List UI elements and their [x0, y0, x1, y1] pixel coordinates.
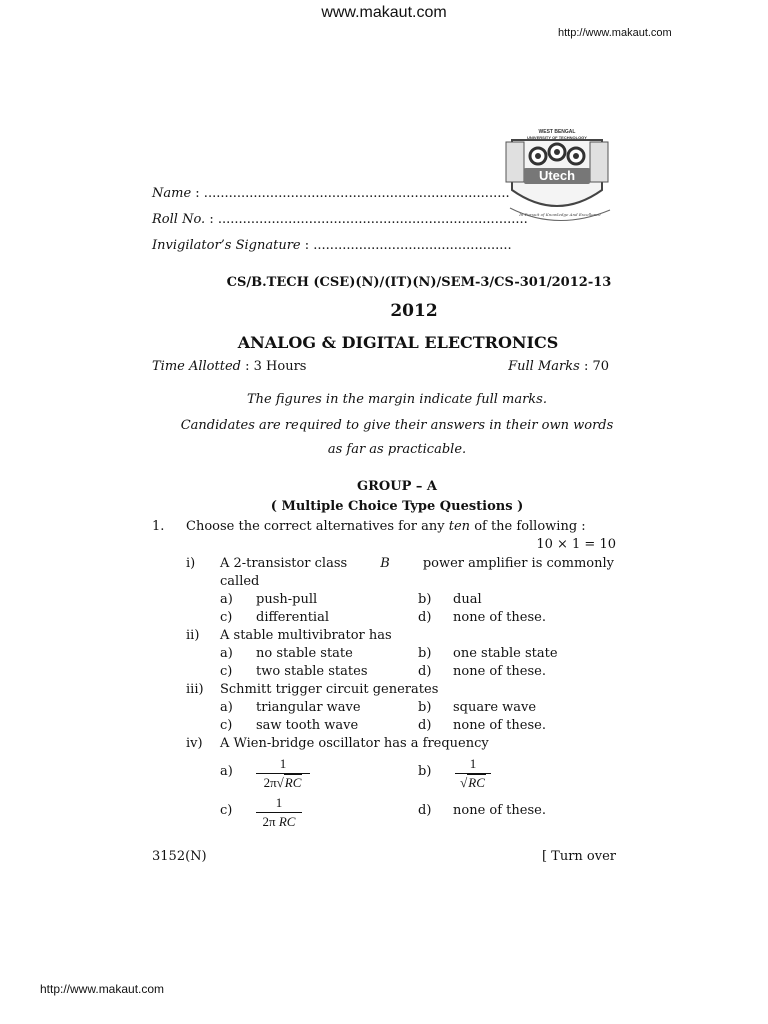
q4-option-b-letter: b)	[418, 764, 432, 779]
question-text-after: of the following :	[474, 519, 586, 534]
q1-option-b-letter: b)	[418, 592, 432, 607]
instruction-3: as far as practicable.	[327, 442, 467, 457]
question-number: 1.	[152, 519, 165, 534]
signature-label: Invigilator’s Signature	[152, 238, 301, 253]
exam-subject: ANALOG & DIGITAL ELECTRONICS	[237, 333, 559, 352]
q4-option-c-den-prefix: 2π	[262, 814, 276, 829]
q2-text: A stable multivibrator has	[220, 628, 392, 643]
header-url-link[interactable]: http://www.makaut.com	[558, 27, 672, 39]
q2-number: ii)	[186, 628, 200, 643]
signature-dots: : ................................................	[304, 238, 512, 253]
q1-option-a: push-pull	[256, 592, 318, 607]
q4-option-c-denominator	[256, 814, 302, 830]
logo-top-text-1: WEST BENGAL	[538, 129, 576, 135]
q3-text: Schmitt trigger circuit generates	[220, 682, 439, 697]
q2-option-d: none of these.	[453, 664, 546, 679]
q4-option-a-radicand: RC	[284, 775, 302, 790]
name-dots: : ..........................................................................	[195, 186, 510, 201]
q1-option-a-letter: a)	[220, 592, 233, 607]
group-title: GROUP – A	[357, 479, 437, 494]
question-instruction	[186, 519, 586, 534]
marks-label: Full Marks	[508, 359, 580, 374]
sqrt-icon: √	[276, 775, 284, 790]
instruction-1: The figures in the margin indicate full marks.	[246, 392, 547, 407]
name-field	[152, 186, 510, 201]
q4-option-c-numerator: 1	[275, 795, 283, 810]
turn-over-label: [ Turn over	[541, 849, 616, 864]
q4-option-d-letter: d)	[418, 803, 432, 818]
time-allotted	[152, 359, 306, 374]
q2-option-c-letter: c)	[220, 664, 233, 679]
question-text-italic: ten	[448, 519, 471, 534]
exam-code: CS/B.TECH (CSE)(N)/(IT)(N)/SEM-3/CS-301/2012-13	[226, 275, 612, 290]
q4-option-c-fraction	[256, 795, 302, 830]
q4-option-c-letter: c)	[220, 803, 233, 818]
name-label: Name	[152, 186, 192, 201]
q4-option-a-denominator	[256, 775, 310, 791]
q1-text-line2: called	[220, 574, 260, 589]
q4-option-b-fraction	[455, 756, 491, 791]
sqrt-icon: √	[460, 775, 468, 790]
site-title: www.makaut.com	[321, 4, 447, 21]
q4-option-b-denominator	[455, 775, 491, 791]
q2-option-d-letter: d)	[418, 664, 432, 679]
q4-option-a-letter: a)	[220, 764, 233, 779]
q1-option-c-letter: c)	[220, 610, 233, 625]
question-marks: 10 × 1 = 10	[536, 537, 616, 552]
q1-text-b: B	[380, 556, 390, 571]
signature-field	[152, 238, 512, 253]
q1-number: i)	[186, 556, 196, 571]
q4-option-a-fraction	[256, 756, 310, 791]
q1-text-c: power amplifier is commonly	[422, 556, 614, 571]
q3-number: iii)	[186, 682, 204, 697]
logo-brand: Utech	[538, 168, 576, 183]
instruction-2: Candidates are required to give their answers in their own words	[180, 418, 614, 433]
roll-field	[152, 212, 528, 227]
q2-option-a: no stable state	[256, 646, 353, 661]
q2-option-a-letter: a)	[220, 646, 233, 661]
q4-number: iv)	[186, 736, 203, 751]
fraction-bar	[256, 812, 302, 813]
group-subtitle: ( Multiple Choice Type Questions )	[270, 499, 524, 514]
q3-option-b-letter: b)	[418, 700, 432, 715]
q1-option-c: differential	[256, 610, 329, 625]
q1-text-line1	[220, 556, 614, 571]
q3-option-b: square wave	[453, 700, 537, 715]
q4-option-c-den-plain: RC	[278, 814, 296, 829]
q4-option-d: none of these.	[453, 803, 546, 818]
q4-option-a-den-prefix: 2π	[263, 775, 277, 790]
time-value: : 3 Hours	[245, 359, 307, 374]
q2-option-b-letter: b)	[418, 646, 432, 661]
q4-text: A Wien-bridge oscillator has a frequency	[220, 736, 489, 751]
q3-option-c: saw tooth wave	[256, 718, 359, 733]
exam-year: 2012	[390, 301, 438, 321]
question-text-before: Choose the correct alternatives for any	[186, 519, 445, 534]
roll-dots: : ...........................................................................	[209, 212, 528, 227]
q1-option-b: dual	[453, 592, 482, 607]
q3-option-a: triangular wave	[256, 700, 361, 715]
paper-code: 3152(N)	[152, 849, 207, 864]
q3-option-d: none of these.	[453, 718, 546, 733]
q1-option-d: none of these.	[453, 610, 546, 625]
q1-text-a: A 2-transistor class	[220, 556, 348, 571]
footer-url-link[interactable]: http://www.makaut.com	[40, 982, 165, 996]
q3-option-d-letter: d)	[418, 718, 432, 733]
time-label: Time Allotted	[152, 359, 241, 374]
logo-motto: In Pursuit of Knowledge And Excellence	[519, 212, 601, 217]
roll-label: Roll No.	[152, 212, 206, 227]
q1-option-d-letter: d)	[418, 610, 432, 625]
logo-top-text-2: UNIVERSITY OF TECHNOLOGY	[527, 135, 587, 140]
q3-option-a-letter: a)	[220, 700, 233, 715]
q4-option-a-numerator: 1	[279, 756, 287, 771]
q3-option-c-letter: c)	[220, 718, 233, 733]
q2-option-c: two stable states	[256, 664, 368, 679]
q4-option-b-numerator: 1	[469, 756, 477, 771]
q2-option-b: one stable state	[453, 646, 558, 661]
marks-value: : 70	[583, 359, 609, 374]
full-marks	[508, 359, 609, 374]
q4-option-b-radicand: RC	[468, 775, 485, 790]
